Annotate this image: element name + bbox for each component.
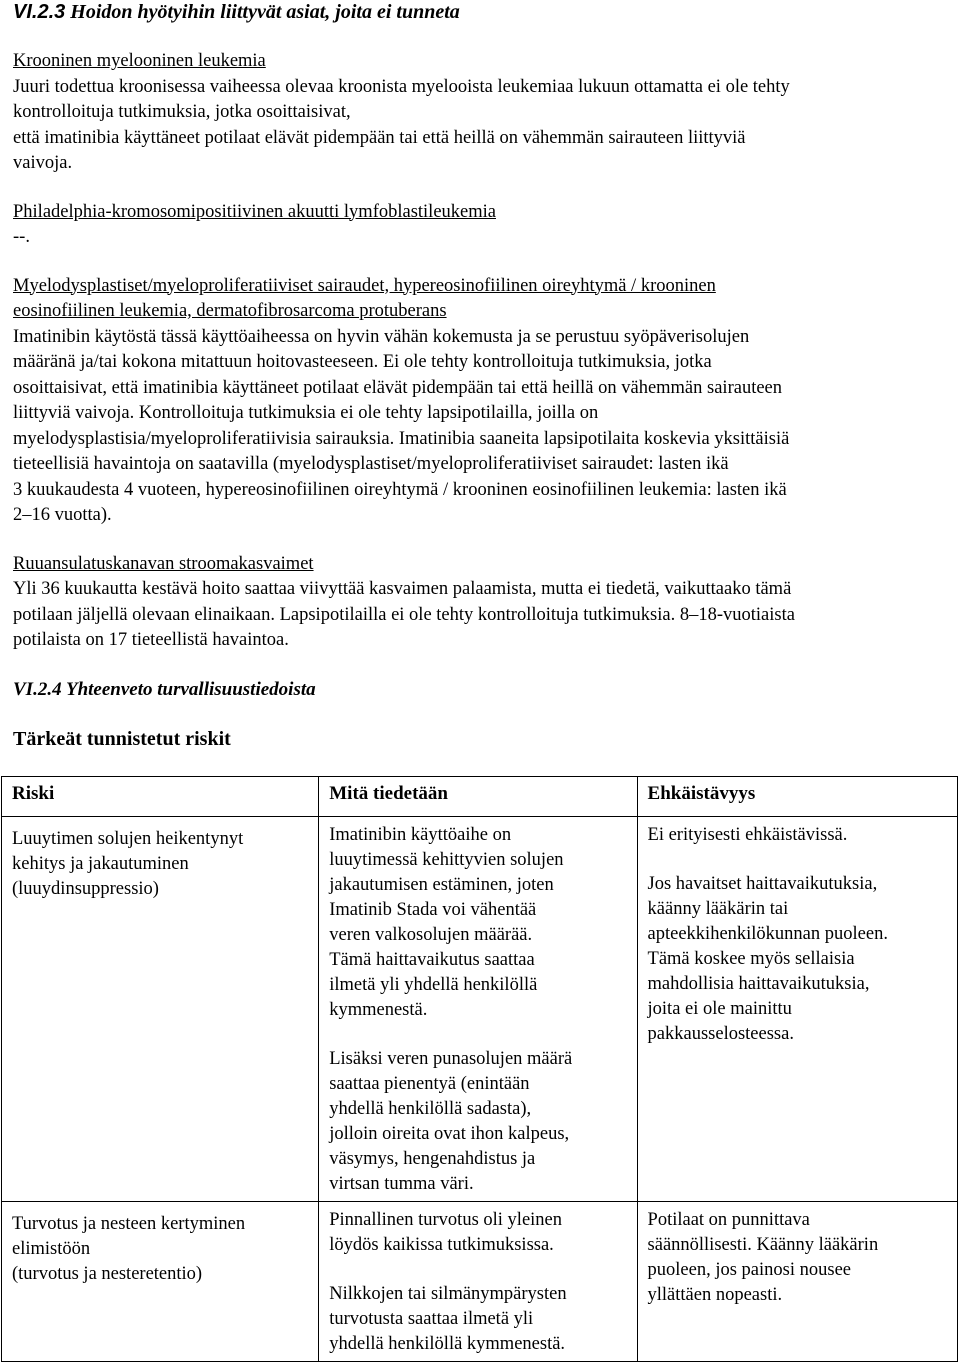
- gist-line: potilaista on 17 tieteellistä havaintoa.: [13, 630, 289, 650]
- cml-line: Juuri todettua kroonisessa vaiheessa olevaa kroonista myelooista leukemiaa lukuun ottamatta ei ole tehty: [13, 76, 790, 97]
- mds-line: osoittaisivat, että imatinibia käyttäneet potilaat elävät pidempään tai että heillä on vähemmän sairauteen: [13, 377, 783, 398]
- known-line: Pinnallinen turvotus oli yleinen: [329, 1210, 563, 1230]
- header-prevention: Ehkäistävyys: [637, 777, 957, 817]
- mds-line: Imatinibin käytöstä tässä käyttöaiheessa on hyvin vähän kokemusta ja se perustuu syöpäverisolujen: [13, 326, 750, 347]
- prevention-line: Jos havaitset haittavaikutuksia,: [647, 874, 878, 894]
- mds-line: 2–16 vuotta).: [13, 505, 112, 525]
- prevention-line: Ei erityisesti ehkäistävissä.: [647, 825, 848, 845]
- prevention-line: apteekkihenkilökunnan puoleen.: [647, 924, 888, 944]
- known-cell: [319, 817, 637, 1202]
- section-heading-vi23: [13, 0, 948, 24]
- risk-line: (luuydinsuppressio): [12, 879, 159, 899]
- section-number: VI.2.3: [13, 1, 66, 23]
- known-line: yhdellä henkilöllä sadasta),: [329, 1099, 532, 1119]
- known-line: löydös kaikissa tutkimuksissa.: [329, 1235, 554, 1255]
- mds-block: [13, 274, 948, 529]
- ph-all-block: [13, 200, 948, 251]
- known-line: veren valkosolujen määrää.: [329, 925, 533, 945]
- known-cell: [319, 1202, 637, 1362]
- risk-line: (turvotus ja nesteretentio): [12, 1264, 203, 1284]
- header-risk: Riski: [2, 777, 319, 817]
- known-line: väsymys, hengenahdistus ja: [329, 1149, 536, 1169]
- cml-heading: Krooninen myelooninen leukemia: [13, 51, 266, 71]
- known-line: Lisäksi veren punasolujen määrä: [329, 1049, 573, 1069]
- prevention-line: mahdollisia haittavaikutuksia,: [647, 974, 870, 994]
- risk-line: Luuytimen solujen heikentynyt: [12, 829, 244, 849]
- risk-line: kehitys ja jakautuminen: [12, 854, 189, 874]
- table-header-row: [2, 777, 958, 817]
- mds-heading-line: eosinofiilinen leukemia, dermatofibrosarcoma protuberans: [13, 301, 447, 321]
- known-line: ilmetä yli yhdellä henkilöllä: [329, 975, 538, 995]
- known-line: Imatinib Stada voi vähentää: [329, 900, 537, 920]
- risks-heading: Tärkeät tunnistetut riskit: [13, 727, 231, 750]
- prevention-line: pakkausselosteessa.: [647, 1024, 794, 1044]
- known-line: saattaa pienentyä (enintään: [329, 1074, 530, 1094]
- mds-heading-line: Myelodysplastiset/myeloproliferatiiviset sairaudet, hypereosinofiilinen oireyhtymä / krooninen: [13, 275, 716, 296]
- known-line: Imatinibin käyttöaihe on: [329, 825, 512, 845]
- prevention-line: yllättäen nopeasti.: [647, 1285, 783, 1305]
- cml-line: kontrolloituja tutkimuksia, jotka osoittaisivat,: [13, 102, 351, 122]
- section-title: Hoidon hyötyihin liittyvät asiat, joita ei tunneta: [65, 1, 460, 23]
- mds-line: määränä ja/tai kokona mitattuun hoitovasteeseen. Ei ole tehty kontrolloituja tutkimuksia, jotka: [13, 352, 712, 372]
- mds-line: 3 kuukaudesta 4 vuoteen, hypereosinofiilinen oireyhtymä / krooninen eosinofiilinen leukemia: lasten ikä: [13, 479, 787, 500]
- known-line: luuytimessä kehittyvien solujen: [329, 850, 564, 870]
- cml-line: että imatinibia käyttäneet potilaat elävät pidempään tai että heillä on vähemmän sairauteen liittyviä: [13, 127, 746, 148]
- mds-line: liittyviä vaivoja. Kontrolloituja tutkimuksia ei ole tehty lapsipotilailla, joilla on: [13, 403, 599, 423]
- document-page: [13, 0, 948, 751]
- known-line: yhdellä henkilöllä kymmenestä.: [329, 1334, 566, 1354]
- prevention-line: Potilaat on punnittava: [647, 1210, 810, 1230]
- gist-block: [13, 552, 948, 654]
- prevention-line: puoleen, jos painosi nousee: [647, 1260, 851, 1280]
- prevention-line: joita ei ole mainittu: [647, 999, 792, 1019]
- risk-line: elimistöön: [12, 1239, 91, 1259]
- table-row: [2, 817, 958, 1202]
- ph-all-heading: Philadelphia-kromosomipositiivinen akuutti lymfoblastileukemia: [13, 201, 496, 222]
- mds-line: tieteellisiä havaintoja on saatavilla (myelodysplastiset/myeloproliferatiiviset sairaudet: lasten ikä: [13, 454, 729, 474]
- ph-all-text: --.: [13, 227, 30, 247]
- known-line: jolloin oireita ovat ihon kalpeus,: [329, 1124, 570, 1144]
- header-known: Mitä tiedetään: [319, 777, 637, 817]
- mds-line: myelodysplastisia/myeloproliferatiivisia sairauksia. Imatinibia saaneita lapsipotilaita koskevia yksittäisiä: [13, 428, 790, 449]
- known-line: Nilkkojen tai silmänympärysten: [329, 1284, 567, 1304]
- cml-line: vaivoja.: [13, 153, 73, 173]
- gist-heading: Ruuansulatuskanavan stroomakasvaimet: [13, 553, 314, 574]
- gist-line: potilaan jäljellä olevaan elinaikaan. Lapsipotilailla ei ole tehty kontrolloituja tutkimuksia. 8–18-vuotiaista: [13, 604, 795, 625]
- risks-table: [1, 776, 958, 1362]
- prevention-cell: [637, 1202, 957, 1362]
- cml-block: [13, 49, 948, 177]
- known-line: turvotusta saattaa ilmetä yli: [329, 1309, 534, 1329]
- prevention-line: Tämä koskee myös sellaisia: [647, 949, 855, 969]
- prevention-line: käänny lääkärin tai: [647, 899, 789, 919]
- known-line: jakautumisen estäminen, joten: [329, 875, 554, 895]
- prevention-line: säännöllisesti. Käänny lääkärin: [647, 1235, 879, 1255]
- section-heading-vi24: VI.2.4 Yhteenveto turvallisuustiedoista: [13, 678, 316, 700]
- known-line: kymmenestä.: [329, 1000, 428, 1020]
- known-line: Tämä haittavaikutus saattaa: [329, 950, 535, 970]
- gist-line: Yli 36 kuukautta kestävä hoito saattaa viivyttää kasvaimen palaamista, mutta ei tiedetä, vaikuttaako tämä: [13, 579, 792, 599]
- known-line: virtsan tumma väri.: [329, 1174, 474, 1194]
- table-row: [2, 1202, 958, 1362]
- risk-line: Turvotus ja nesteen kertyminen: [12, 1214, 246, 1234]
- prevention-cell: [637, 817, 957, 1202]
- risk-cell: [2, 817, 319, 1202]
- risk-cell: [2, 1202, 319, 1362]
